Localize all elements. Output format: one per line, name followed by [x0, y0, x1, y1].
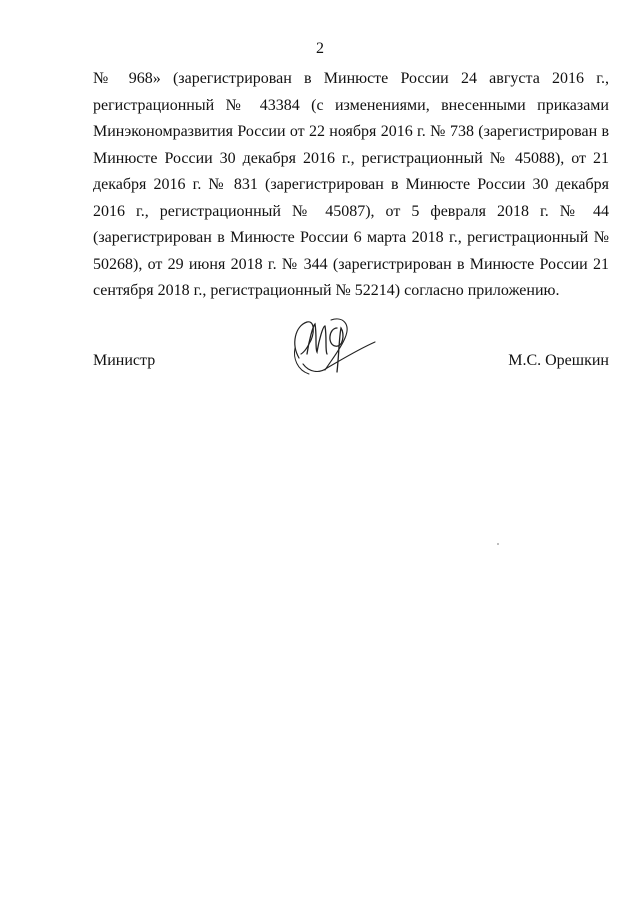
page-number: 2	[316, 40, 324, 57]
signatory-title: Министр	[93, 352, 156, 369]
signatory-name: М.С. Орешкин	[508, 352, 609, 369]
scan-artifact	[497, 543, 499, 545]
handwritten-signature	[285, 314, 380, 384]
body-paragraph: № 968» (зарегистрирован в Минюсте России 24 августа 2016 г., регистрационный № 43384 (с изменениями, внесенными приказами Минэкономразвития России от 22 ноября 2016 г. № 738 (зарегистрирован в Минюсте России 30 декабря 2016 г., регистрационный № 45088), от 21 декабря 2016 г. № 831 (зарегистрирован в Минюсте России 30 декабря 2016 г., регистрационный № 45087), от 5 февраля 2018 г. № 44 (зарегистрирован в Минюсте России 6 марта 2018 г., регистрационный № 50268), от 29 июня 2018 г. № 344 (зарегистрирован в Минюсте России 21 сентября 2018 г., регистрационный № 52214) согласно приложению.	[93, 70, 609, 299]
